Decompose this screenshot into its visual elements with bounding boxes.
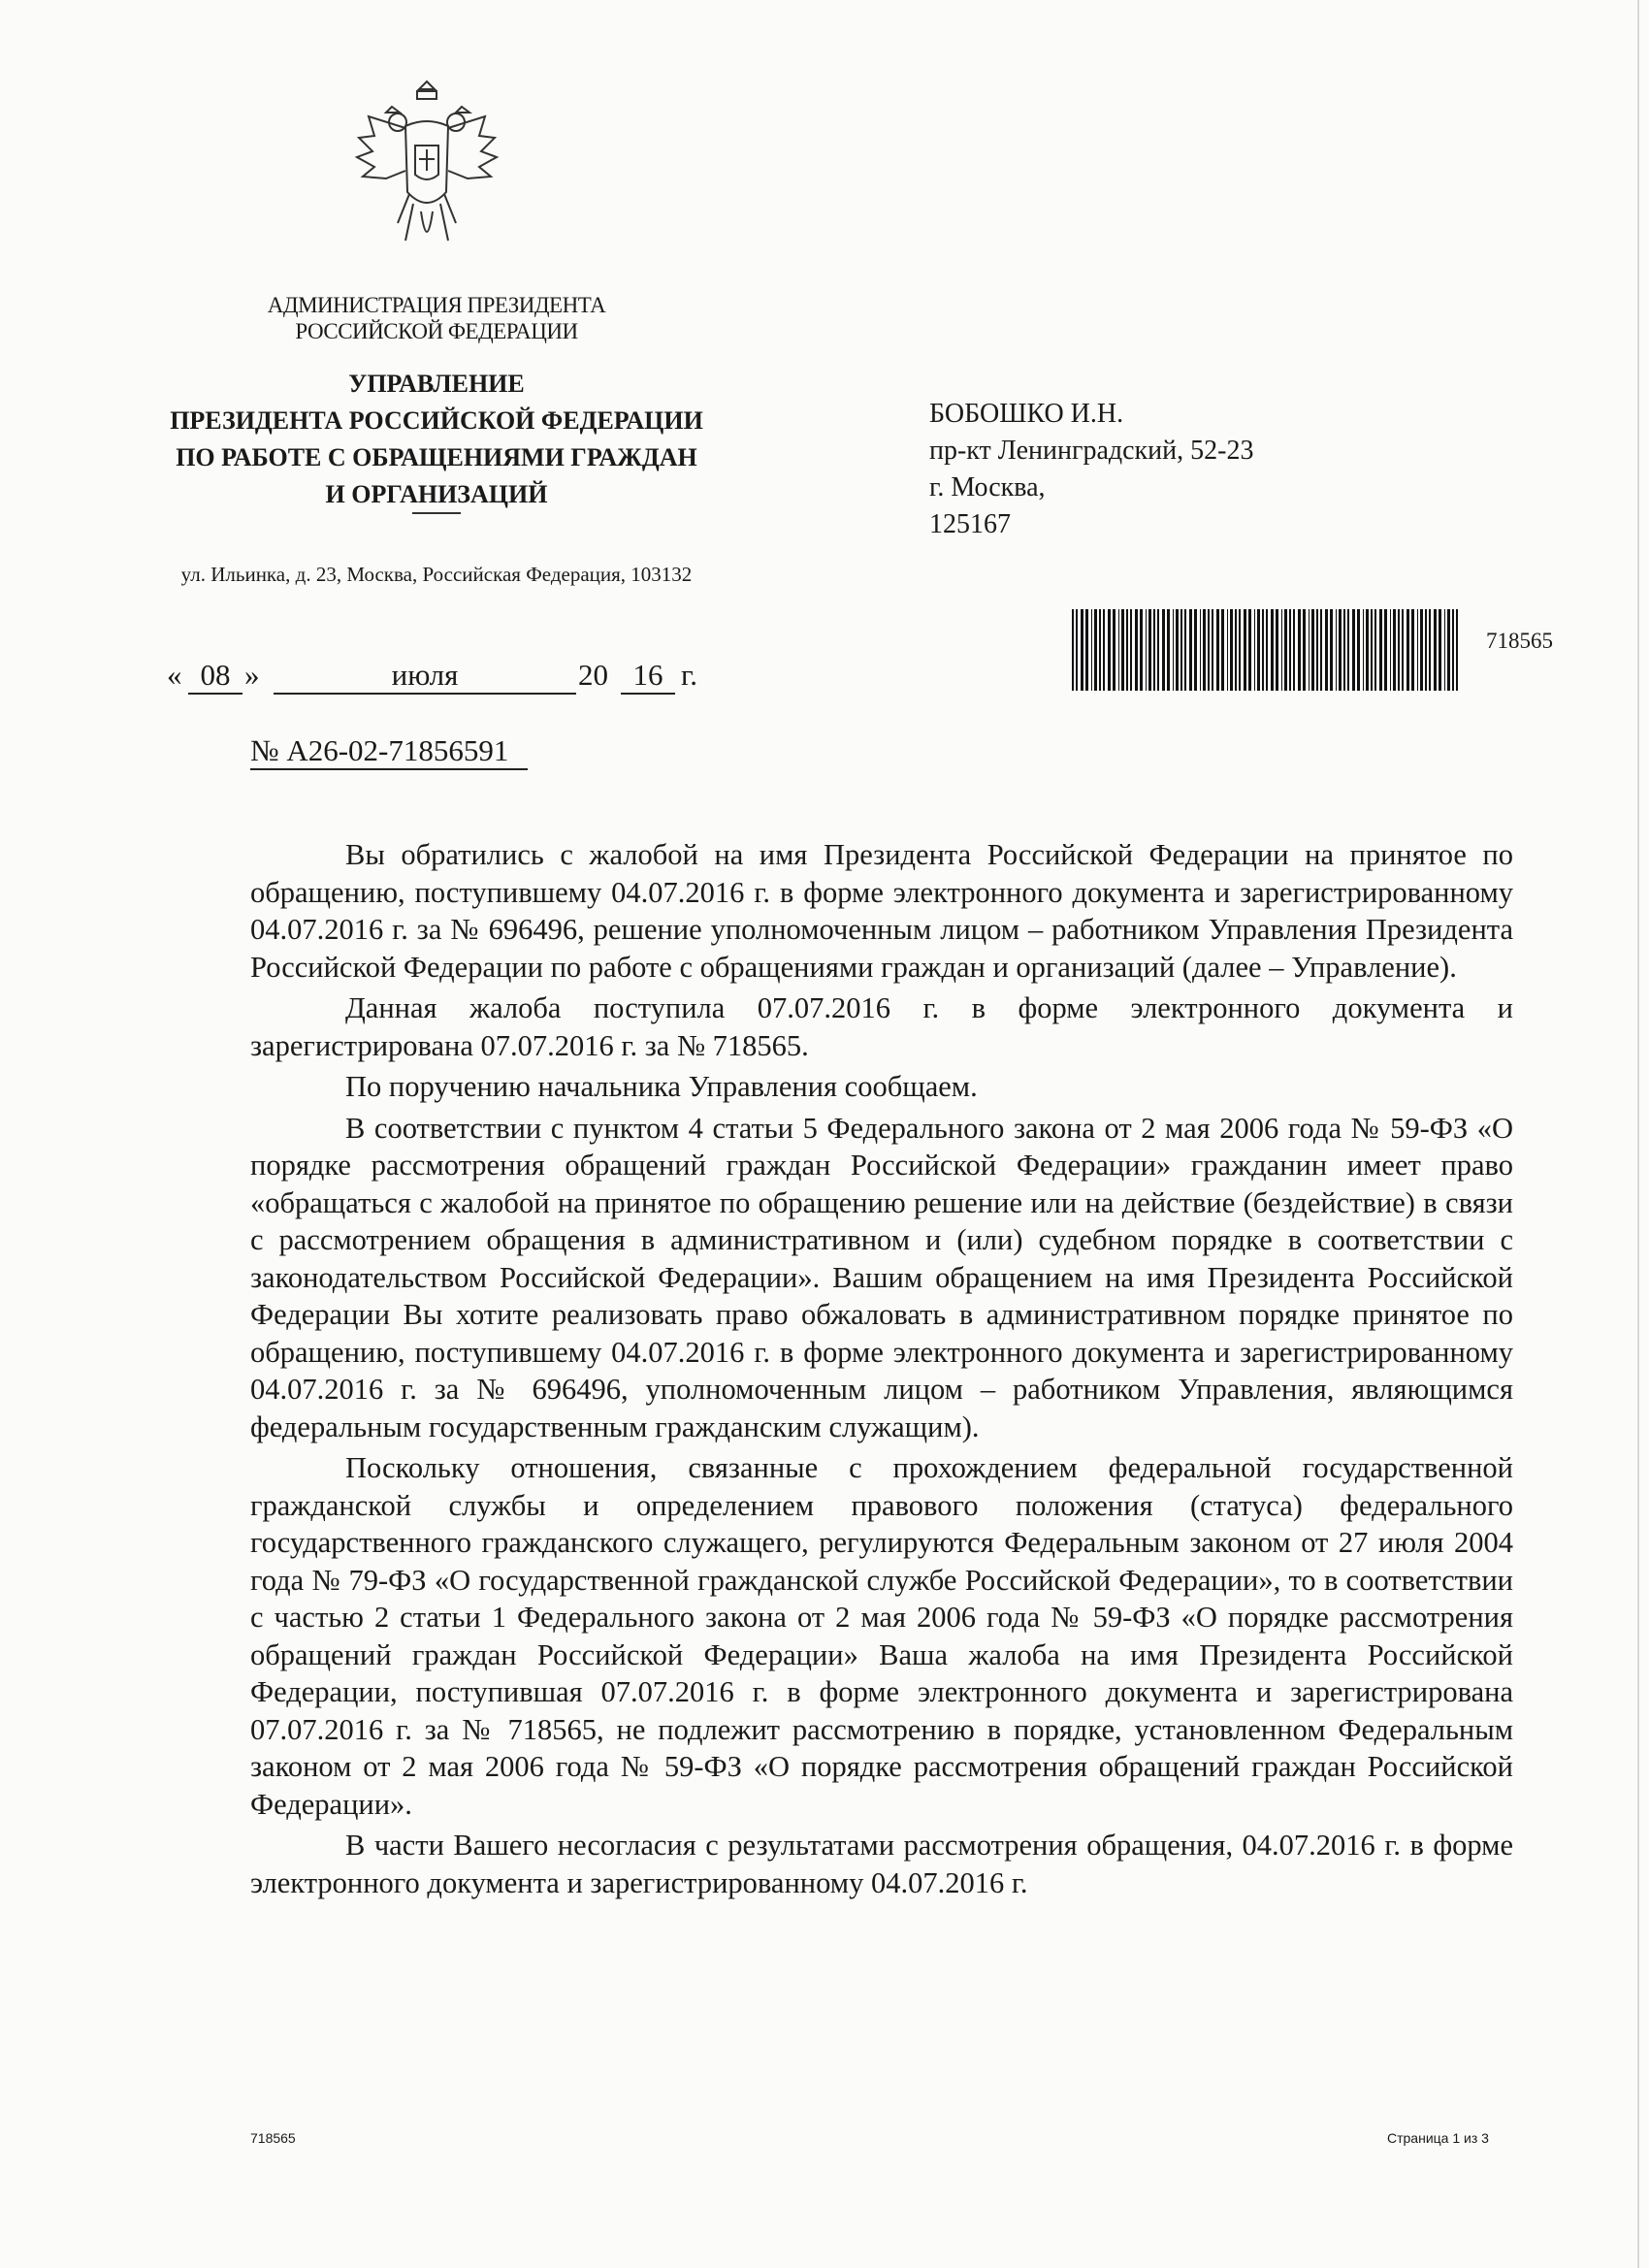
body-paragraph-4: В соответствии с пунктом 4 статьи 5 Федерального закона от 2 мая 2006 года № 59-ФЗ «О порядке рассмотрения обращений граждан Российской Федерации» гражданин имеет право «обращаться с жалобой на принятое по обращению решение или на действие (бездействие) в связи с рассмотрением обращения в административном и (или) судебном порядке в соответствии с законодательством Российской Федерации». Вашим обращением на имя Президента Российской Федерации Вы хотите реализовать право обжаловать в административном порядке принятое по обращению, поступившему 04.07.2016 г. в форме электронного документа и зарегистрированному 04.07.2016 г. за № 696496, уполномоченным лицом – работником Управления, являющимся федеральным государственным гражданским служащим). bbox=[250, 1111, 1513, 1443]
header-divider bbox=[412, 512, 461, 514]
letter-body bbox=[250, 836, 1513, 1905]
body-paragraph-6: В части Вашего несогласия с результатами рассмотрения обращения, 04.07.2016 г. в форме электронного документа и зарегистрированному 04.07.2016 г. bbox=[250, 1829, 1513, 1899]
page-indicator: Страница 1 из 3 bbox=[1387, 2130, 1489, 2146]
scan-edge bbox=[1637, 0, 1639, 2268]
recipient-city: г. Москва, bbox=[929, 472, 1046, 502]
sender-address: ул. Ильинка, д. 23, Москва, Российская Федерация, 103132 bbox=[180, 563, 693, 586]
body-paragraph-3: По поручению начальника Управления сообщаем. bbox=[345, 1070, 978, 1103]
date-year-suffix: 16 bbox=[621, 658, 675, 695]
body-paragraph-5: Поскольку отношения, связанные с прохождением федеральной государственной гражданской службы и определением правового положения (статуса) федерального государственного гражданского служащего, регулируются Федеральным законом от 27 июля 2004 года № 79-ФЗ «О государственной гражданской службе Российской Федерации», то в соответствии с частью 2 статьи 1 Федерального закона от 2 мая 2006 года № 59-ФЗ «О порядке рассмотрения обращений граждан Российской Федерации» Ваша жалоба на имя Президента Российской Федерации, поступившая 07.07.2016 г. в форме электронного документа и зарегистрирована 07.07.2016 г. за № 718565, не подлежит рассмотрению в порядке, установленном Федеральным законом от 2 мая 2006 года № 59-ФЗ «О порядке рассмотрения обращений граждан Российской Федерации». bbox=[250, 1451, 1513, 1821]
document-number bbox=[250, 733, 528, 770]
recipient-postcode: 125167 bbox=[929, 509, 1011, 539]
body-paragraph-2: Данная жалоба поступила 07.07.2016 г. в форме электронного документа и зарегистрирована 07.07.2016 г. за № 718565. bbox=[250, 991, 1513, 1062]
barcode bbox=[1072, 609, 1460, 691]
recipient-street: пр-кт Ленинградский, 52-23 bbox=[929, 436, 1254, 466]
date-close-quote: » bbox=[244, 658, 260, 692]
date-month: июля bbox=[274, 658, 576, 695]
department-line1: УПРАВЛЕНИЕ bbox=[348, 370, 525, 398]
department-line2: ПРЕЗИДЕНТА РОССИЙСКОЙ ФЕДЕРАЦИИ bbox=[170, 406, 703, 435]
recipient-block bbox=[929, 396, 1511, 543]
department-line4: И ОРГАНИЗАЦИЙ bbox=[325, 480, 548, 508]
document-number-text: № А26-02-71856591 bbox=[250, 733, 528, 770]
department-line3: ПО РАБОТЕ С ОБРАЩЕНИЯМИ ГРАЖДАН bbox=[176, 443, 697, 471]
admin-name-line2: РОССИЙСКОЙ ФЕДЕРАЦИИ bbox=[295, 319, 578, 343]
date-day: 08 bbox=[188, 658, 242, 695]
date-year-mark: г. bbox=[681, 658, 697, 692]
barcode-number: 718565 bbox=[1486, 629, 1553, 653]
recipient-name: БОБОШКО И.Н. bbox=[929, 399, 1124, 429]
date-year-prefix: 20 bbox=[578, 658, 608, 692]
coat-of-arms-icon bbox=[349, 78, 504, 262]
date-open-quote: « bbox=[167, 658, 182, 692]
body-paragraph-1: Вы обратились с жалобой на имя Президента Российской Федерации на принятое по обращению, поступившему 04.07.2016 г. в форме электронного документа и зарегистрированному 04.07.2016 г. за № 696496, решение уполномоченным лицом – работником Управления Президента Российской Федерации по работе с обращениями граждан и организаций (далее – Управление). bbox=[250, 838, 1513, 984]
footer-code: 718565 bbox=[250, 2130, 296, 2146]
admin-name-line1: АДМИНИСТРАЦИЯ ПРЕЗИДЕНТА bbox=[267, 293, 606, 317]
